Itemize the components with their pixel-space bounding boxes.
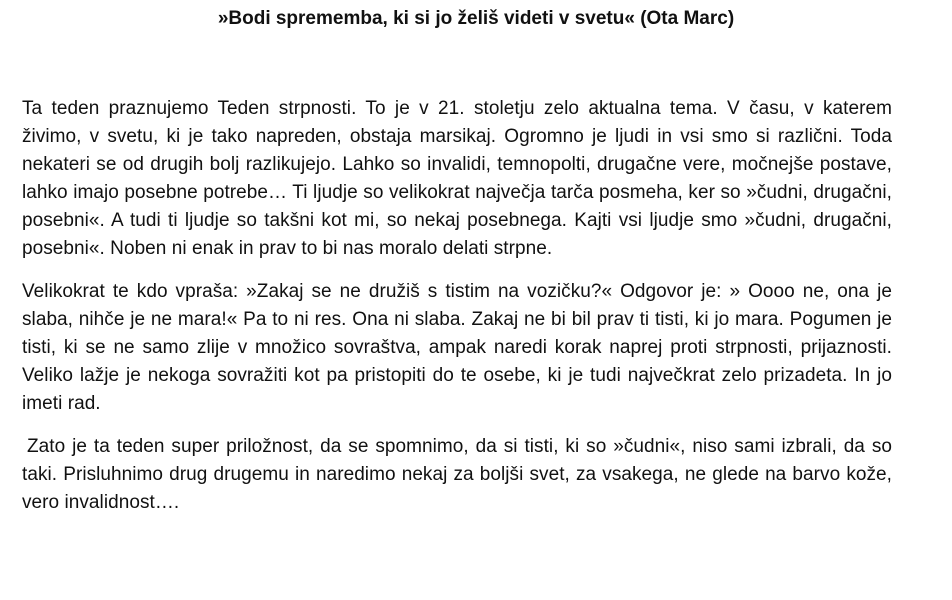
document-body [22,95,892,517]
document-title: »Bodi sprememba, ki si jo želiš videti v svetu« (Ota Marc) [217,8,735,29]
paragraph-3: Zato je ta teden super priložnost, da se spomnimo, da si tisti, ki so »čudni«, niso sami izbrali, da so taki. Prisluhnimo drug drugemu in naredimo nekaj za boljši svet, za vsakega, ne glede na barvo kože, vero invalidnost…. [22,436,892,513]
paragraph-1: Ta teden praznujemo Teden strpnosti. To je v 21. stoletju zelo aktualna tema. V času, v katerem živimo, v svetu, ki je tako napreden, obstaja marsikaj. Ogromno je ljudi in vsi smo si različni. Toda nekateri se od drugih bolj razlikujejo. Lahko so invalidi, temnopolti, drugačne vere, močnejše postave, lahko imajo posebne potrebe… Ti ljudje so velikokrat največja tarča posmeha, ker so »čudni, drugačni, posebni«. A tudi ti ljudje so takšni kot mi, so nekaj posebnega. Kajti vsi ljudje smo »čudni, drugačni, posebni«. Noben ni enak in prav to bi nas moralo delati strpne. [22,98,892,259]
paragraph-2: Velikokrat te kdo vpraša: »Zakaj se ne družiš s tistim na vozičku?« Odgovor je: » Oooo ne, ona je slaba, nihče je ne mara!« Pa to ni res. Ona ni slaba. Zakaj ne bi bil prav ti tisti, ki jo mara. Pogumen je tisti, ki se ne samo zlije v množico sovraštva, ampak naredi korak naprej proti strpnosti, prijaznosti. Veliko lažje je nekoga sovražiti kot pa pristopiti do te osebe, ki je tudi največkrat zelo prizadeta. In jo imeti rad. [22,281,892,414]
